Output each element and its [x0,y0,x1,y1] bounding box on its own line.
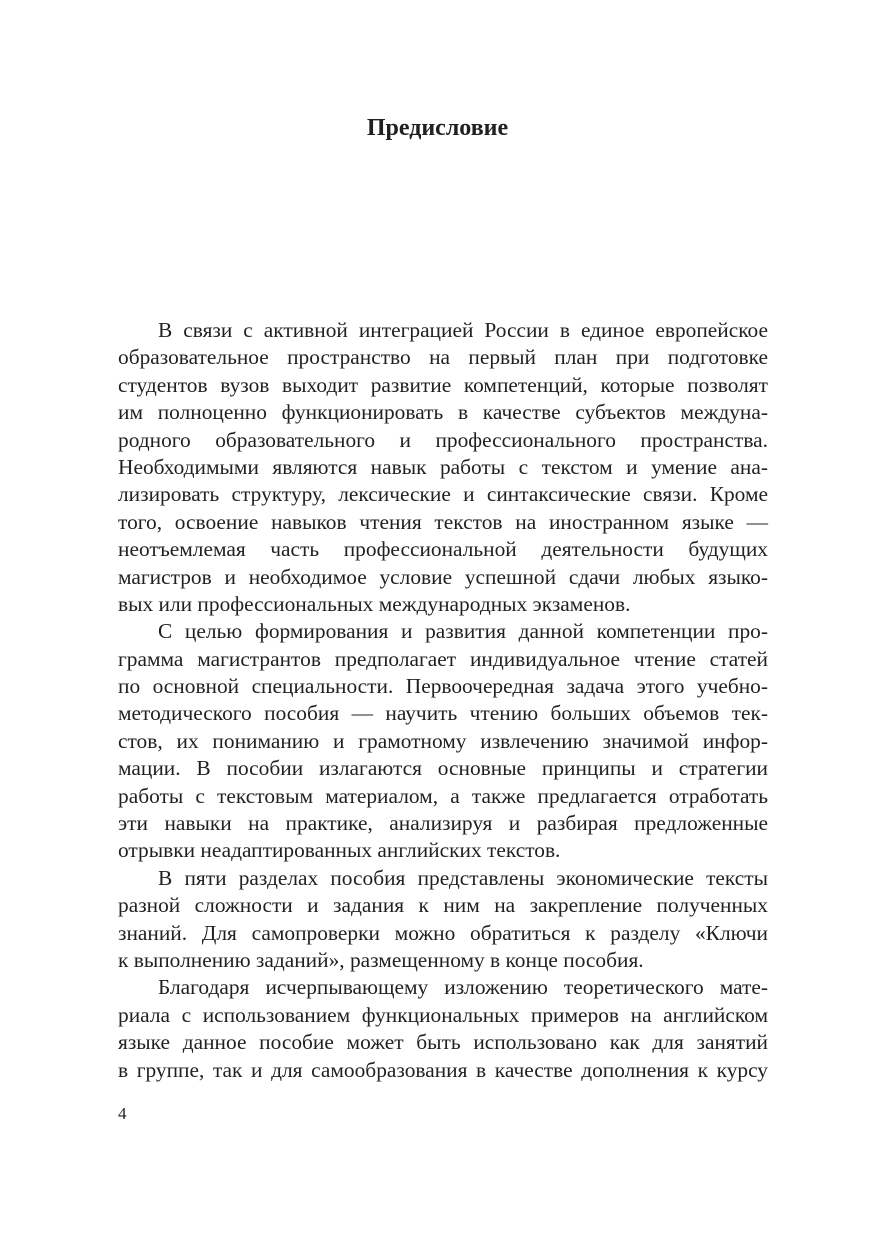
paragraph [118,974,768,1084]
paragraph [118,317,768,618]
page-title: Предисловие [366,115,509,141]
text-line: методического пособия — научить чтению больших объемов тек- [118,701,768,726]
text-line: знаний. Для самопроверки можно обратиться к разделу «Ключи [118,920,768,945]
text-line: разной сложности и задания к ним на закрепление полученных [118,893,768,918]
text-line: того, освоение навыков чтения текстов на иностранном языке — [118,509,768,534]
text-line: неотъемлемая часть профессиональной деятельности будущих [118,537,768,562]
text-line: студентов вузов выходит развитие компетенций, которые позволят [118,372,768,397]
paragraph [118,865,768,975]
text-line: Благодаря исчерпывающему изложению теоретического мате- [158,975,768,1000]
page-number: 4 [118,1104,127,1123]
text-line: Необходимыми являются навык работы с текстом и умение ана- [118,454,768,479]
text-line: в группе, так и для самообразования в качестве дополнения к курсу [118,1057,768,1082]
text-line: языке данное пособие может быть использовано как для занятий [118,1030,768,1055]
text-line: лизировать структуру, лексические и синтаксические связи. Кроме [118,482,768,507]
text-line: к выполнению заданий», размещенному в конце пособия. [118,947,644,972]
text-line: отрывки неадаптированных английских текстов. [118,838,561,863]
text-line: вых или профессиональных международных экзаменов. [118,591,631,616]
body-text [118,317,768,1084]
text-line: грамма магистрантов предполагает индивидуальное чтение статей [118,646,768,671]
text-line: В связи с активной интеграцией России в единое европейское [158,318,768,342]
text-line: магистров и необходимое условие успешной сдачи любых языко- [118,564,768,589]
text-line: родного образовательного и профессионального пространства. [118,427,768,452]
text-line: С целью формирования и развития данной компетенции про- [158,619,768,644]
text-line: В пяти разделах пособия представлены экономические тексты [158,865,768,890]
text-line: работы с текстовым материалом, а также предлагается отработать [118,783,768,808]
text-line: образовательное пространство на первый план при подготовке [118,345,768,370]
text-line: эти навыки на практике, анализируя и разбирая предложенные [118,811,768,836]
text-line: по основной специальности. Первоочередная задача этого учебно- [118,674,768,699]
paragraph [118,618,768,865]
text-line: стов, их пониманию и грамотному извлечению значимой инфор- [118,728,768,753]
text-line: риала с использованием функциональных примеров на английском [118,1002,768,1027]
text-line: им полноценно функционировать в качестве субъектов междуна- [118,400,768,425]
text-line: мации. В пособии излагаются основные принципы и стратегии [118,756,768,781]
